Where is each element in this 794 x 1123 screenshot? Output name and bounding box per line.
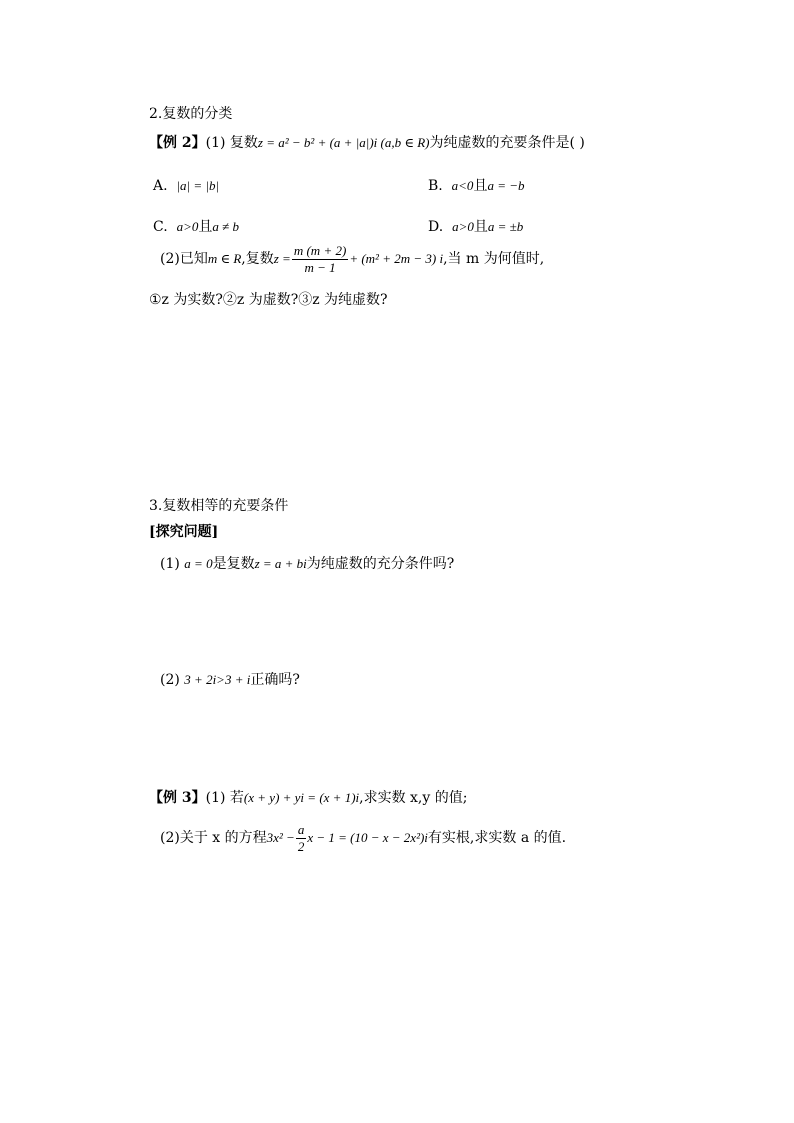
q1-prefix: 复数 <box>229 135 258 151</box>
option-d <box>428 217 523 237</box>
e3-q2-prefix: 关于 x 的方程 <box>179 830 267 846</box>
p2-expr: 3 + 2i>3 + i <box>184 672 251 687</box>
option-c-label: C. <box>153 219 168 235</box>
q1-suffix: 为纯虚数的充要条件是( ) <box>429 135 585 151</box>
option-a <box>153 176 219 196</box>
q2-condition: m ∈ R <box>207 251 242 266</box>
option-c <box>153 217 239 237</box>
q2-prefix: 已知 <box>179 251 208 267</box>
example-3-tag: 【例 3】 <box>149 790 206 806</box>
option-b-expr2: a = −b <box>487 178 525 193</box>
explore-question-1 <box>160 554 454 574</box>
example-2-tag: 【例 2】 <box>149 135 206 151</box>
e3-q2-fraction-denominator: 2 <box>297 838 305 854</box>
q2-fraction-numerator: m (m + 2) <box>293 242 347 258</box>
option-d-label: D. <box>428 219 444 235</box>
example-3-question-2 <box>160 822 566 854</box>
q2-subquestions: ①z 为实数?②z 为虚数?③z 为纯虚数? <box>149 292 388 308</box>
section-2-heading: 2.复数的分类 <box>149 106 233 122</box>
option-a-expr: |a| = |b| <box>176 178 220 193</box>
p2-suffix: 正确吗? <box>250 672 300 688</box>
option-d-and: 且 <box>473 219 488 235</box>
p2-number: (2) <box>160 672 180 688</box>
e3-q2-suffix: 有实根,求实数 a 的值. <box>427 830 567 846</box>
option-c-expr2: a ≠ b <box>212 219 239 234</box>
q1-formula: z = a² − b² + (a + |a|)i (a,b ∈ R) <box>257 135 430 150</box>
explore-tag: [探究问题] <box>149 524 219 540</box>
example-2-question-2 <box>160 243 544 275</box>
explore-question-2 <box>160 670 300 690</box>
q2-number: (2) <box>160 251 180 267</box>
p1-expr: a = 0 <box>184 556 213 571</box>
e3-q1-number: (1) <box>205 790 226 806</box>
example-2-question-1 <box>149 133 585 153</box>
option-b-and: 且 <box>473 178 488 194</box>
p1-mid: 是复数 <box>212 556 255 572</box>
e3-q2-fraction-numerator: a <box>297 821 305 837</box>
option-c-and: 且 <box>198 219 213 235</box>
q2-rest: + (m² + 2m − 3) i <box>349 251 444 266</box>
q2-mid: ,复数 <box>241 251 274 267</box>
e3-q2-expr-b: x − 1 = (10 − x − 2x²)i <box>307 830 428 845</box>
p1-number: (1) <box>160 556 180 572</box>
e3-q1-prefix: 若 <box>229 790 244 806</box>
e3-q2-expr-a: 3x² − <box>266 830 295 845</box>
e3-q2-fraction <box>296 823 307 854</box>
option-a-label: A. <box>153 178 168 194</box>
example-3-question-1 <box>149 788 467 808</box>
option-d-expr2: a = ±b <box>487 219 524 234</box>
option-d-expr: a>0 <box>452 219 474 234</box>
q2-suffix: ,当 m 为何值时, <box>443 251 545 267</box>
option-b-label: B. <box>428 178 443 194</box>
option-b <box>428 176 524 196</box>
q2-fraction <box>292 244 348 275</box>
e3-q2-number: (2) <box>160 830 180 846</box>
p1-expr2: z = a + bi <box>254 556 307 571</box>
q1-number: (1) <box>205 135 226 151</box>
q2-z: z = <box>273 251 291 266</box>
p1-suffix: 为纯虚数的充分条件吗? <box>306 556 455 572</box>
option-c-expr: a>0 <box>176 219 199 234</box>
e3-q1-suffix: ,求实数 x,y 的值; <box>359 790 468 806</box>
option-b-expr: a<0 <box>451 178 474 193</box>
e3-q1-expr: (x + y) + yi = (x + 1)i <box>243 790 360 805</box>
section-3-heading: 3.复数相等的充要条件 <box>149 498 289 514</box>
q2-fraction-denominator: m − 1 <box>304 259 336 275</box>
